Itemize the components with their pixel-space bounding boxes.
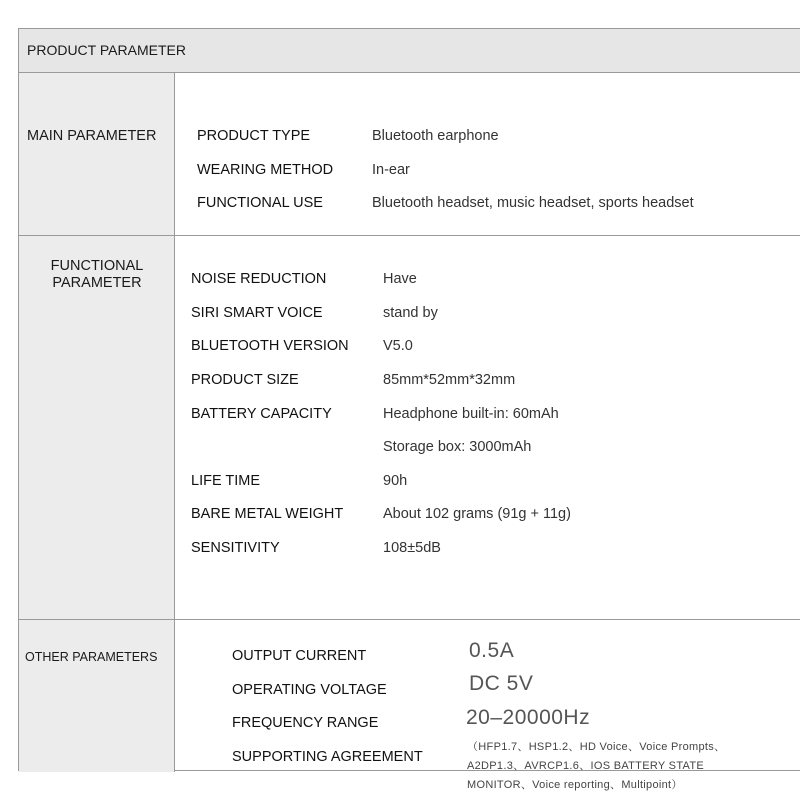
other-parameters-section (19, 620, 800, 791)
param-key: OUTPUT CURRENT (232, 648, 367, 664)
param-key: PRODUCT SIZE (191, 372, 299, 388)
param-key: OPERATING VOLTAGE (232, 682, 387, 698)
param-value: In-ear (372, 162, 410, 178)
param-value: Have (383, 271, 417, 287)
other-parameters-label-cell (19, 620, 175, 772)
param-key: LIFE TIME (191, 473, 261, 489)
param-key: SIRI SMART VOICE (191, 305, 323, 321)
main-parameter-section (19, 73, 800, 236)
param-key: WEARING METHOD (197, 162, 334, 178)
param-value: 20–20000Hz (466, 706, 591, 729)
param-key: BARE METAL WEIGHT (191, 506, 344, 522)
functional-parameter-label-cell (19, 236, 175, 619)
parameter-table (18, 28, 800, 791)
param-value: DC 5V (469, 672, 534, 695)
param-value: Bluetooth earphone (372, 128, 499, 144)
param-key: SENSITIVITY (191, 540, 280, 556)
param-key: NOISE REDUCTION (191, 271, 327, 287)
param-value: About 102 grams (91g + 11g) (383, 506, 571, 522)
param-value: 108±5dB (383, 540, 441, 556)
param-value: Storage box: 3000mAh (383, 439, 532, 455)
param-key: FUNCTIONAL USE (197, 195, 323, 211)
main-parameter-label: MAIN PARAMETER (27, 128, 157, 144)
functional-parameter-section (19, 236, 800, 620)
param-key: BLUETOOTH VERSION (191, 338, 349, 354)
param-value: stand by (383, 305, 438, 321)
param-value: 85mm*52mm*32mm (383, 372, 516, 388)
param-value: Headphone built-in: 60mAh (383, 406, 559, 422)
param-value: 0.5A (469, 639, 515, 662)
param-key: PRODUCT TYPE (197, 128, 311, 144)
param-value: V5.0 (383, 338, 413, 354)
supporting-agreement-value: （HFP1.7、HSP1.2、HD Voice、Voice Prompts、A2DP1.3、AVRCP1.6、IOS BATTERY STATE MONITOR、Voice reporting、Multipoint） (467, 741, 726, 791)
functional-parameter-label-line1: FUNCTIONAL (50, 258, 144, 274)
functional-parameter-label-line2: PARAMETER (52, 275, 142, 291)
param-key: FREQUENCY RANGE (232, 715, 379, 731)
param-key: SUPPORTING AGREEMENT (232, 749, 423, 765)
main-parameter-label-cell (19, 73, 175, 235)
table-title: PRODUCT PARAMETER (27, 42, 186, 58)
param-key: BATTERY CAPACITY (191, 406, 332, 422)
table-header (19, 29, 800, 73)
other-parameters-label: OTHER PARAMETERS (25, 650, 158, 664)
param-value: 90h (383, 473, 408, 489)
param-value: Bluetooth headset, music headset, sports headset (372, 195, 694, 211)
